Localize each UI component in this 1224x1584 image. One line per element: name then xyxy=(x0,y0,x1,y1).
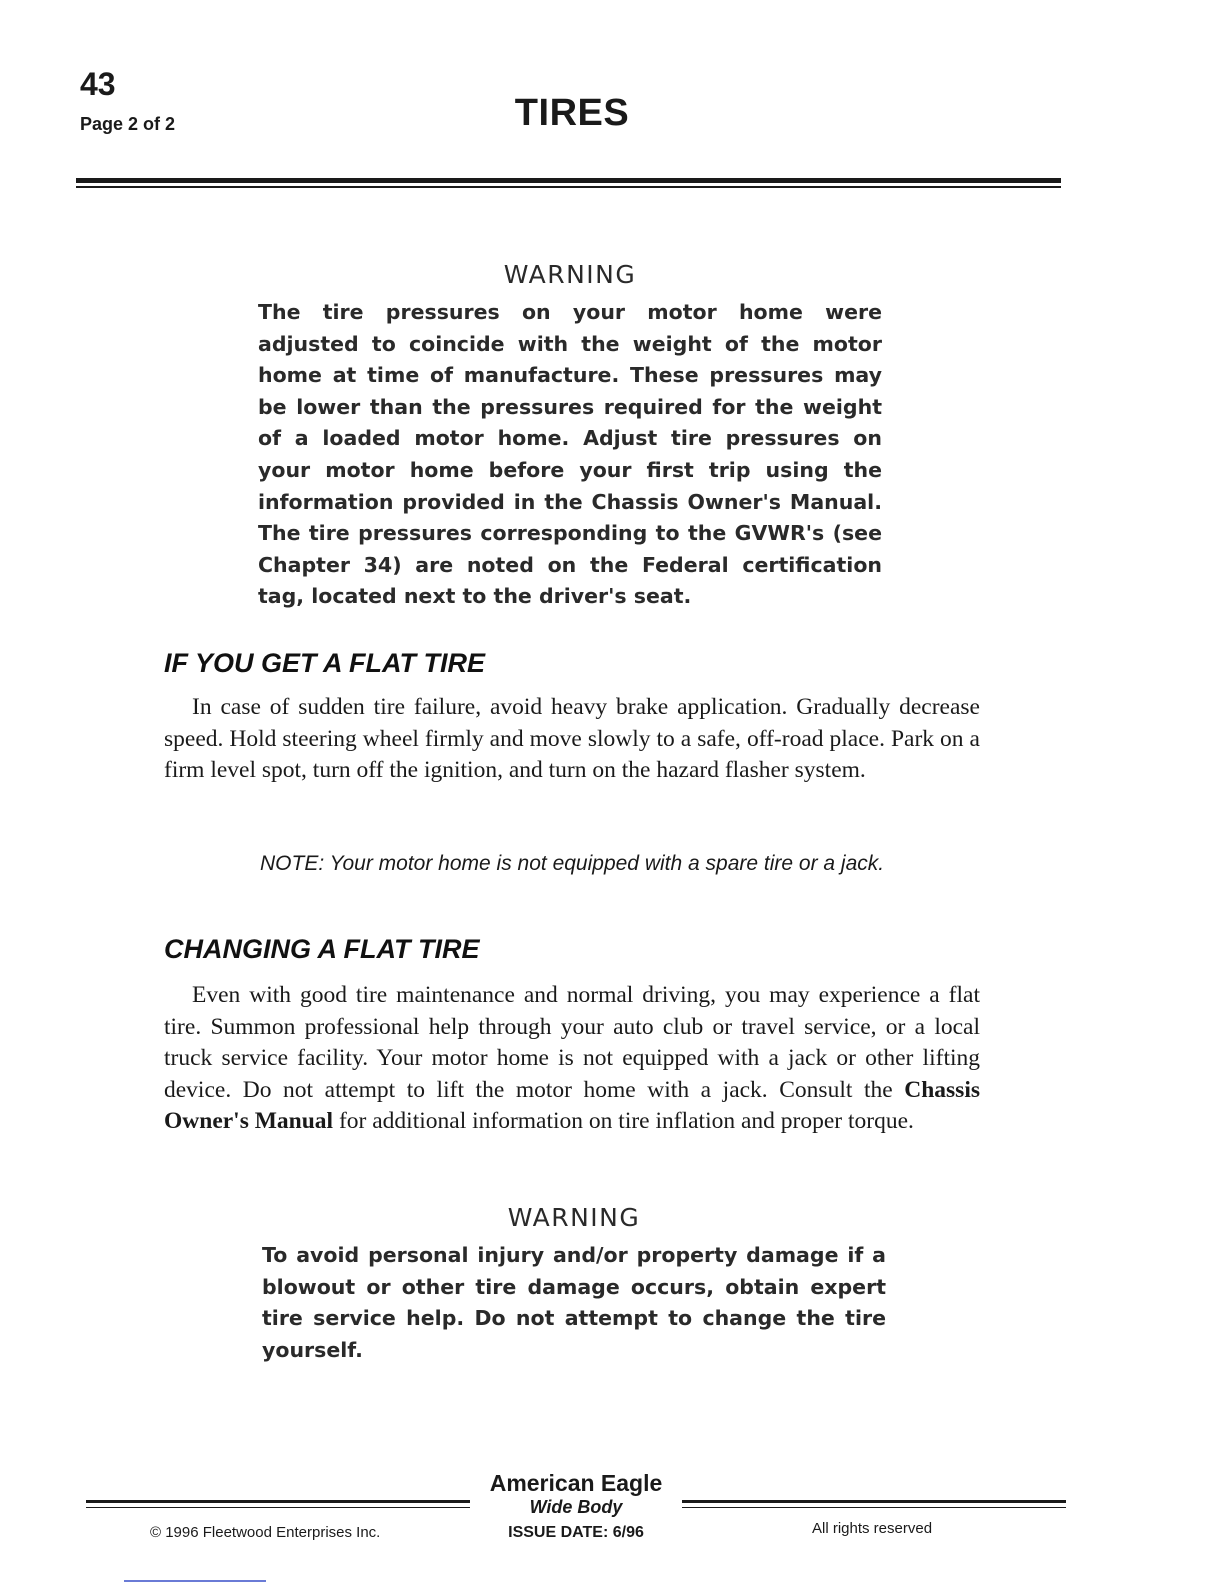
footer-model: Wide Body xyxy=(529,1497,623,1517)
changing-tire-text-end: for additional information on tire inflation and proper torque. xyxy=(333,1108,914,1135)
changing-tire-paragraph xyxy=(164,980,980,1138)
section-heading-flat-tire: IF YOU GET A FLAT TIRE xyxy=(164,648,485,678)
footer-rule-left xyxy=(86,1500,470,1503)
chassis-manual-reference: Chassis Owner's Manual xyxy=(164,1076,980,1135)
header-rule-thin xyxy=(76,186,1061,188)
page-title: TIRES xyxy=(514,92,630,134)
changing-tire-text-start: Even with good tire maintenance and normal driving, you may experience a flat tire. Summon professional help through your auto club or travel service, or a local truck service facility. Your motor home is not equipped with a jack or other lifting device. Do not attempt to lift the motor home with a jack. Consult the xyxy=(164,982,980,1103)
warning-heading: WARNING xyxy=(503,260,637,289)
header-rule-thick xyxy=(76,178,1061,183)
page-indicator: Page 2 of 2 xyxy=(80,114,176,134)
footer-brand: American Eagle xyxy=(489,1470,663,1496)
flat-tire-paragraph: In case of sudden tire failure, avoid heavy brake application. Gradually decrease speed. Hold steering wheel firmly and move slowly to a safe, off-road place. Park on a firm level spot, turn off the ignition, and turn on the hazard flasher system. xyxy=(164,694,980,784)
chapter-number: 43 xyxy=(80,66,116,102)
warning-heading-2: WARNING xyxy=(507,1203,641,1232)
footer-copyright: © 1996 Fleetwood Enterprises Inc. xyxy=(150,1524,381,1541)
warning-text-2: To avoid personal injury and/or property damage if a blowout or other tire damage occurs, obtain expert tire service help. Do not attempt to change the tire yourself. xyxy=(262,1243,886,1362)
footer-rule-right xyxy=(682,1500,1066,1503)
note-text: NOTE: Your motor home is not equipped with a spare tire or a jack. xyxy=(260,852,885,875)
footer-rights: All rights reserved xyxy=(812,1520,933,1537)
footer-rule-left-thin xyxy=(86,1507,470,1508)
section-heading-changing-tire: CHANGING A FLAT TIRE xyxy=(164,934,480,964)
footer-issue-date: ISSUE DATE: 6/96 xyxy=(508,1524,644,1541)
warning-text: The tire pressures on your motor home were adjusted to coincide with the weight of the motor home at time of manufacture. These pressures may be lower than the pressures required for the weight of a loaded motor home. Adjust tire pressures on your motor home before your first trip using the information provided in the Chassis Owner's Manual. The tire pressures corresponding to the GVWR's (see Chapter 34) are noted on the Federal certification tag, located next to the driver's seat. xyxy=(258,300,882,609)
footer-rule-right-thin xyxy=(682,1507,1066,1508)
scan-mark xyxy=(124,1580,266,1582)
